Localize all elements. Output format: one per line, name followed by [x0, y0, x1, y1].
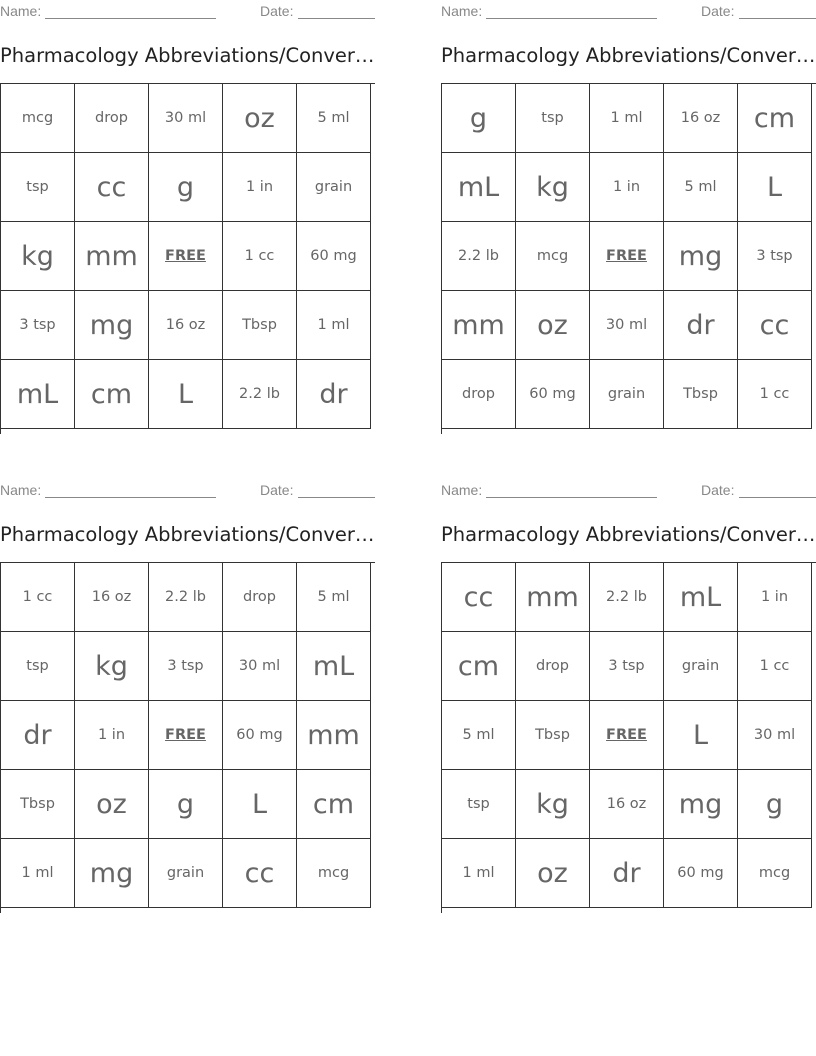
- bingo-cell[interactable]: oz: [516, 839, 590, 908]
- name-label: Name:: [441, 482, 483, 498]
- bingo-cell[interactable]: g: [738, 770, 812, 839]
- date-label: Date:: [260, 3, 294, 19]
- name-label: Name:: [441, 3, 483, 19]
- date-field[interactable]: [739, 18, 816, 19]
- bingo-cell[interactable]: mg: [75, 839, 149, 908]
- bingo-cell[interactable]: grain: [664, 632, 738, 701]
- bingo-cell[interactable]: mm: [516, 563, 590, 632]
- bingo-cell[interactable]: 1 ml: [297, 291, 371, 360]
- bingo-cell[interactable]: g: [149, 153, 223, 222]
- bingo-cell[interactable]: Tbsp: [223, 291, 297, 360]
- bingo-cell[interactable]: 1 in: [590, 153, 664, 222]
- card-header: [0, 3, 375, 19]
- bingo-cell[interactable]: L: [738, 153, 812, 222]
- date-label: Date:: [701, 3, 735, 19]
- bingo-cell[interactable]: cm: [738, 84, 812, 153]
- bingo-cell[interactable]: 5 ml: [297, 84, 371, 153]
- bingo-cell[interactable]: mg: [664, 222, 738, 291]
- bingo-cell[interactable]: mL: [1, 360, 75, 429]
- bingo-cell[interactable]: 1 in: [75, 701, 149, 770]
- bingo-cell[interactable]: 1 ml: [1, 839, 75, 908]
- bingo-cell[interactable]: mL: [297, 632, 371, 701]
- bingo-cell[interactable]: Tbsp: [664, 360, 738, 429]
- bingo-cell[interactable]: mL: [442, 153, 516, 222]
- bingo-cell[interactable]: mcg: [516, 222, 590, 291]
- bingo-grid: [441, 562, 816, 913]
- bingo-grid: [441, 83, 816, 434]
- bingo-cell[interactable]: 16 oz: [664, 84, 738, 153]
- bingo-cell[interactable]: cm: [75, 360, 149, 429]
- free-cell[interactable]: FREE: [590, 701, 664, 770]
- bingo-cell[interactable]: 1 cc: [738, 360, 812, 429]
- bingo-cell[interactable]: L: [664, 701, 738, 770]
- bingo-cell[interactable]: drop: [442, 360, 516, 429]
- bingo-cell[interactable]: mg: [75, 291, 149, 360]
- card-title: Pharmacology Abbreviations/Conver…: [0, 44, 375, 67]
- bingo-cell[interactable]: 30 ml: [149, 84, 223, 153]
- bingo-cell[interactable]: g: [149, 770, 223, 839]
- bingo-cell[interactable]: 1 cc: [1, 563, 75, 632]
- bingo-cell[interactable]: tsp: [442, 770, 516, 839]
- bingo-cell[interactable]: 2.2 lb: [149, 563, 223, 632]
- bingo-cell[interactable]: L: [149, 360, 223, 429]
- bingo-cell[interactable]: kg: [75, 632, 149, 701]
- card-title: Pharmacology Abbreviations/Conver…: [441, 44, 816, 67]
- bingo-cell[interactable]: 5 ml: [664, 153, 738, 222]
- bingo-card: [0, 0, 375, 440]
- free-cell[interactable]: FREE: [149, 222, 223, 291]
- bingo-cell[interactable]: 60 mg: [297, 222, 371, 291]
- card-header: [0, 482, 375, 498]
- bingo-cell[interactable]: 30 ml: [738, 701, 812, 770]
- bingo-cell[interactable]: 16 oz: [75, 563, 149, 632]
- date-field[interactable]: [298, 497, 375, 498]
- bingo-grid: [0, 83, 375, 434]
- bingo-cell[interactable]: dr: [664, 291, 738, 360]
- date-field[interactable]: [298, 18, 375, 19]
- bingo-cell[interactable]: 5 ml: [442, 701, 516, 770]
- bingo-cell[interactable]: mm: [297, 701, 371, 770]
- bingo-cell[interactable]: 2.2 lb: [590, 563, 664, 632]
- bingo-cell[interactable]: 60 mg: [664, 839, 738, 908]
- bingo-cell[interactable]: 1 in: [738, 563, 812, 632]
- date-field[interactable]: [739, 497, 816, 498]
- bingo-cell[interactable]: mg: [664, 770, 738, 839]
- bingo-cell[interactable]: 2.2 lb: [442, 222, 516, 291]
- free-cell[interactable]: FREE: [590, 222, 664, 291]
- bingo-cell[interactable]: 30 ml: [223, 632, 297, 701]
- date-label: Date:: [260, 482, 294, 498]
- bingo-cell[interactable]: cc: [442, 563, 516, 632]
- bingo-cell[interactable]: Tbsp: [516, 701, 590, 770]
- bingo-cell[interactable]: grain: [590, 360, 664, 429]
- bingo-cell[interactable]: 1 ml: [442, 839, 516, 908]
- bingo-cell[interactable]: oz: [75, 770, 149, 839]
- bingo-cell[interactable]: 5 ml: [297, 563, 371, 632]
- bingo-cell[interactable]: grain: [149, 839, 223, 908]
- bingo-cell[interactable]: g: [442, 84, 516, 153]
- bingo-cell[interactable]: cm: [442, 632, 516, 701]
- bingo-cell[interactable]: 16 oz: [149, 291, 223, 360]
- bingo-cell[interactable]: tsp: [1, 153, 75, 222]
- bingo-cell[interactable]: tsp: [516, 84, 590, 153]
- bingo-card: [0, 479, 375, 919]
- bingo-cell[interactable]: 3 tsp: [1, 291, 75, 360]
- bingo-cell[interactable]: Tbsp: [1, 770, 75, 839]
- bingo-cell[interactable]: cc: [223, 839, 297, 908]
- bingo-cell[interactable]: 3 tsp: [149, 632, 223, 701]
- bingo-cell[interactable]: 1 in: [223, 153, 297, 222]
- bingo-cell[interactable]: L: [223, 770, 297, 839]
- bingo-cell[interactable]: cc: [738, 291, 812, 360]
- bingo-cell[interactable]: oz: [223, 84, 297, 153]
- bingo-cell[interactable]: dr: [297, 360, 371, 429]
- bingo-cell[interactable]: 60 mg: [223, 701, 297, 770]
- bingo-cell[interactable]: 1 cc: [738, 632, 812, 701]
- free-cell[interactable]: FREE: [149, 701, 223, 770]
- bingo-cell[interactable]: mm: [75, 222, 149, 291]
- bingo-cell[interactable]: mcg: [1, 84, 75, 153]
- bingo-cell[interactable]: mcg: [297, 839, 371, 908]
- bingo-cell[interactable]: 3 tsp: [738, 222, 812, 291]
- bingo-cell[interactable]: drop: [516, 632, 590, 701]
- bingo-cell[interactable]: oz: [516, 291, 590, 360]
- bingo-card: [441, 0, 816, 440]
- bingo-cell[interactable]: mcg: [738, 839, 812, 908]
- card-header: [441, 3, 816, 19]
- name-field[interactable]: [486, 18, 657, 19]
- bingo-cell[interactable]: 1 ml: [590, 84, 664, 153]
- bingo-cell[interactable]: mm: [442, 291, 516, 360]
- bingo-cell[interactable]: grain: [297, 153, 371, 222]
- bingo-cell[interactable]: 2.2 lb: [223, 360, 297, 429]
- name-field[interactable]: [45, 497, 216, 498]
- card-title: Pharmacology Abbreviations/Conver…: [0, 523, 375, 546]
- bingo-cell[interactable]: 16 oz: [590, 770, 664, 839]
- name-field[interactable]: [486, 497, 657, 498]
- bingo-cell[interactable]: kg: [516, 153, 590, 222]
- name-label: Name:: [0, 482, 42, 498]
- bingo-cell[interactable]: tsp: [1, 632, 75, 701]
- name-field[interactable]: [45, 18, 216, 19]
- date-label: Date:: [701, 482, 735, 498]
- bingo-cell[interactable]: dr: [1, 701, 75, 770]
- bingo-cell[interactable]: 30 ml: [590, 291, 664, 360]
- card-header: [441, 482, 816, 498]
- bingo-cell[interactable]: 1 cc: [223, 222, 297, 291]
- bingo-cell[interactable]: drop: [223, 563, 297, 632]
- bingo-cell[interactable]: kg: [516, 770, 590, 839]
- bingo-grid: [0, 562, 375, 913]
- bingo-card: [441, 479, 816, 919]
- bingo-cell[interactable]: drop: [75, 84, 149, 153]
- bingo-cell[interactable]: 60 mg: [516, 360, 590, 429]
- card-title: Pharmacology Abbreviations/Conver…: [441, 523, 816, 546]
- bingo-cell[interactable]: cc: [75, 153, 149, 222]
- bingo-cell[interactable]: 3 tsp: [590, 632, 664, 701]
- bingo-cell[interactable]: kg: [1, 222, 75, 291]
- bingo-cell[interactable]: mL: [664, 563, 738, 632]
- name-label: Name:: [0, 3, 42, 19]
- bingo-cell[interactable]: dr: [590, 839, 664, 908]
- bingo-cell[interactable]: cm: [297, 770, 371, 839]
